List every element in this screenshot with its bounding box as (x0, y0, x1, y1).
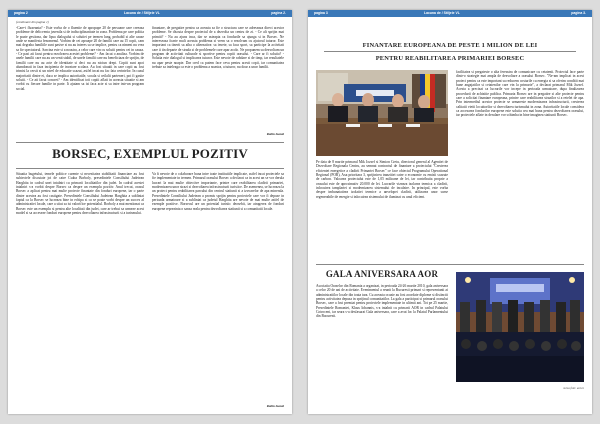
gala-divider (316, 264, 584, 265)
left-page-number: pagina 2 (14, 11, 28, 15)
interview-text-left: -Care-i fluxeanta? - Este vorba de o fluentie de apropape 20 de persoane care creeaza probleme de delicventa juvenila si de indisciplinaritate in zona. Problema pe care politia le poate gestiona, dar lipsa dialogului si solutiei pe termen lung, probabil si alte cauze unde se manifesta fenomenul. Vorbim de cei aproape 20 de familii care au 15 copii, cam mai degraba familiile sunt pasive si nu au interes sa se implice, pentru ca nimeni nu vrea sa fie spectatorul. Sarcina este si a noastra, a celor care vin cu solutii pentru cei in cauza. - Ce pasi ati facut pentru rezolvarea acestei probleme? - Am facut o analiza. Vorbim de unele familii care nu au un venit stabil, de unele familii care nu beneficiaza de sprijin, de familii care nu au acte de identitate si deci nu au niciun drept. Copiii sunt apoi abandonati in faza incipienta de invatare scolara. Au fost situatii in care copii au fost trimisi la cersit si un nivel de educatie scazut, astfel incat nu fac fata cerintelor. In cazul majoritatii dintre ei, daca se implica autoritatile, scoala si ceilalti parteneri, pot fi gasite solutii. - Ce ati facut concret? - Am identificat toti copiii aflati in aceasta situatie si am vorbit cu fiecare familie in parte. Ii ajutam sa isi faca acte si sa intre intr-un program social. (16, 26, 144, 91)
interview-signature: Robin Ioanel (266, 132, 284, 136)
funding-text-right: facilitatea si pregateste o alta fereastra de comunicare cu cetatenii. Proiectul face parte dintr-o strategie mai ampla de dezvoltare a orasului Borsec. "Ne-am implicat in acest proiect pentru ca este important sa reducem costurile cu energia si sa oferim conditii mai bune angajatilor si cetatenilor care vin la primarie", a declarat primarul Mik Jozsef. Acesta a precizat ca lucrarile vor incepe in perioada urmatoare, dupa finalizarea procedurii de achizitie publica. Primaria Borsec are in pregatire si alte proiecte pentru care a solicitat finantare europeana, printre care reabilitarea strazilor si a retelei de apa. Prin intermediul acestor proiecte se urmareste modernizarea infrastructurii, cresterea calitatii vietii locuitorilor si dezvoltarea turismului in zona. Autoritatile locale considera ca accesarea fondurilor europene este solutia cea mai buna pentru dezvoltarea orasului, iar proiectele aflate in derulare vor schimba in bine imaginea statiunii Borsec. (456, 70, 584, 118)
contract-signing-photo (316, 70, 448, 156)
right-header-site: Lacuna de / Stiljele VL (424, 11, 460, 15)
title-underline (16, 168, 284, 169)
gala-text: Asociatia Oraselor din Romania a organizat, in perioada 24-26 martie 2010, gala aniversara a celor 20 de ani de activitate. Evenimentul a reunit la Bucuresti primari si reprezentanti ai administratiilor locale din toata tara. Cu aceasta ocazie au fost acordate diplome si distinctii pentru activitatea depusa in sprijinul comunitatilor. La gala a participat si primarul orasului Borsec, care a fost premiat pentru proiectele implementate in ultimii ani. Tot pe 25 martie, Presedintele Romaniei, Klaus Iohannis, s-a intalnit cu primarii AOR in cadrul Palatului Cotroceni, iar seara s-a desfasurat Gala aniversara, care a avut loc la Palatul Parlamentului din Bucuresti. (316, 284, 448, 319)
article-text-col-2: Va fi nevoie de o colaborare buna intre toate institutiile implicate, astfel incat proiectele sa fie implementate in termen. Primarul orasului Borsec a declarat ca in acest an se vor derula lucrari la mai multe obiective importante, printre care reabilitarea cladirii primariei, modernizarea unor strazi si dezvoltarea infrastructurii turistice. De asemenea, se lucreaza la un proiect pentru reabilitarea parcului din centrul statiunii si a izvoarelor de apa minerala. Presedintele Consiliului Judetean a promis sprijin pentru proiectele care vor fi depuse in perioada urmatoare si a subliniat ca judetul Harghita are nevoie de mai multe astfel de exemple pozitive. Borsecul are un potential turistic deosebit, iar atragerea de fonduri europene reprezinta o sansa reala pentru dezvoltarea statiunii si a comunitatii locale. (152, 172, 284, 211)
left-page-header (8, 10, 292, 17)
left-header-site: Lacuna de / Stiljele VL (124, 11, 160, 15)
funding-text-left: Pe data de 8 martie primarul Mik Jozsef si Simion Cretu, directorul general al Agentiei de Dezvoltare Regionala Centru, au semnat contractul de finantare a proiectului "Cresterea eficientei energetice a cladirii Primariei Borsec" ce face obiectul Programului Operational Regional (POR), Axa prioritara 3, sprijinirea tranzitiei catre o economie cu emisii scazute de carbon. Valoarea proiectului este de 1,05 milioane de lei, iar contributia proprie a orasului este de aproximativ 20.000 de lei. Lucrarile vizeaza izolarea termica a cladirii, inlocuirea tamplariei si modernizarea sistemului de incalzire. In principal, este vorba despre imbunatatirea izolatiei termice a anvelopei cladirii, utilizarea unor surse regenerabile de energie si inlocuirea sistemului de iluminat cu unul eficient. (316, 160, 448, 199)
left-page (8, 10, 292, 414)
funding-col-2 (456, 70, 584, 258)
interview-col-2 (152, 26, 284, 130)
headline-line-1: FINANTARE EUROPEANA DE PESTE 1 MILION DE LEI (362, 42, 538, 49)
interview-text-right: finantare, de pregatire pentru ca aceasta sa fie o structura care se adreseaza direct acestor probleme. Se discuta despre proiectul de a dezvolta un centru de zi. - Ce alt sprijin mai primiti? - Nu au ajuns inca, dar se asteapta ca fondurile sa ajunga si in Borsec. Ne intereseaza foarte mult aceasta problema si vrem sa o rezolvam cu ajutorul tuturor. Este important ca tinerii sa aiba o alternativa: sa invete, sa faca sport, sa participe la activitati care ii tin departe de strada si de problemele care apar acolo. Ne propunem sa dezvoltam un program de activitati culturale si sportive pentru copiii orasului. - Care ar fi solutia? - Solutia este dialogul si implicarea tuturor. Este nevoie de rabdare si de timp, iar rezultatele nu apar peste noapte. Dar cred ca putem face ceva pentru acesti copii, iar comunitatea trebuie sa inteleaga ca este o problema a noastra, a tuturor, nu doar a unor familii. (152, 26, 284, 70)
gala-photo-credit: sursa foto: aor.ro (563, 386, 584, 390)
continuation-note: (continuare din pagina 1) (16, 20, 49, 24)
interview-col-1 (16, 26, 144, 138)
article-col-1 (16, 172, 144, 400)
gala-col (316, 284, 448, 408)
headline-rule (324, 51, 576, 52)
left-header-right: pagina 2. (271, 11, 286, 15)
article-col-2 (152, 172, 284, 400)
article-text-col-1: Situatia bugetului, temele politice curente si necesitatea stabilitatii financiare au fost subiectele discutate joi de catre Csaba Borboly, presedintele Consiliului Judetean Harghita in cadrul unei intalniri cu primarii localitatilor din judet. In cadrul acestei intalniri s-a vorbit despre Borsec ca despre un exemplu pozitiv. Anul trecut, orasul Borsec a aplicat pentru mai multe proiecte finantate din fonduri europene, iar o parte dintre acestea au fost castigate. Presedintele Consiliului Judetean Harghita a subliniat faptul ca la Borsec se lucreaza bine in echipa si ca se poate vorbi despre un succes al administratiei locale, care a stiut sa isi valorifice potentialul. Borboly a mai mentionat ca Borsec este un exemplu si pentru alte localitati din judet, care ar trebui sa urmeze acest model si sa acceseze fonduri europene pentru dezvoltarea infrastructurii si a turismului. (16, 172, 144, 216)
headline-line-2: PENTRU REABILITAREA PRIMARIEI BORSEC (375, 55, 525, 62)
right-page-number: pagina 3 (314, 11, 328, 15)
funding-col-1 (316, 160, 448, 258)
right-page (308, 10, 592, 414)
article-title: BORSEC, EXEMPLUL POZITIV (52, 146, 248, 161)
gala-photo (456, 272, 584, 382)
right-page-header (308, 10, 592, 17)
right-header-right: pagina 3. (571, 11, 586, 15)
article-signature: Robin Ioanel (266, 404, 284, 408)
section-divider (16, 142, 284, 143)
gala-title: GALA ANIVERSARA AOR (325, 269, 439, 279)
